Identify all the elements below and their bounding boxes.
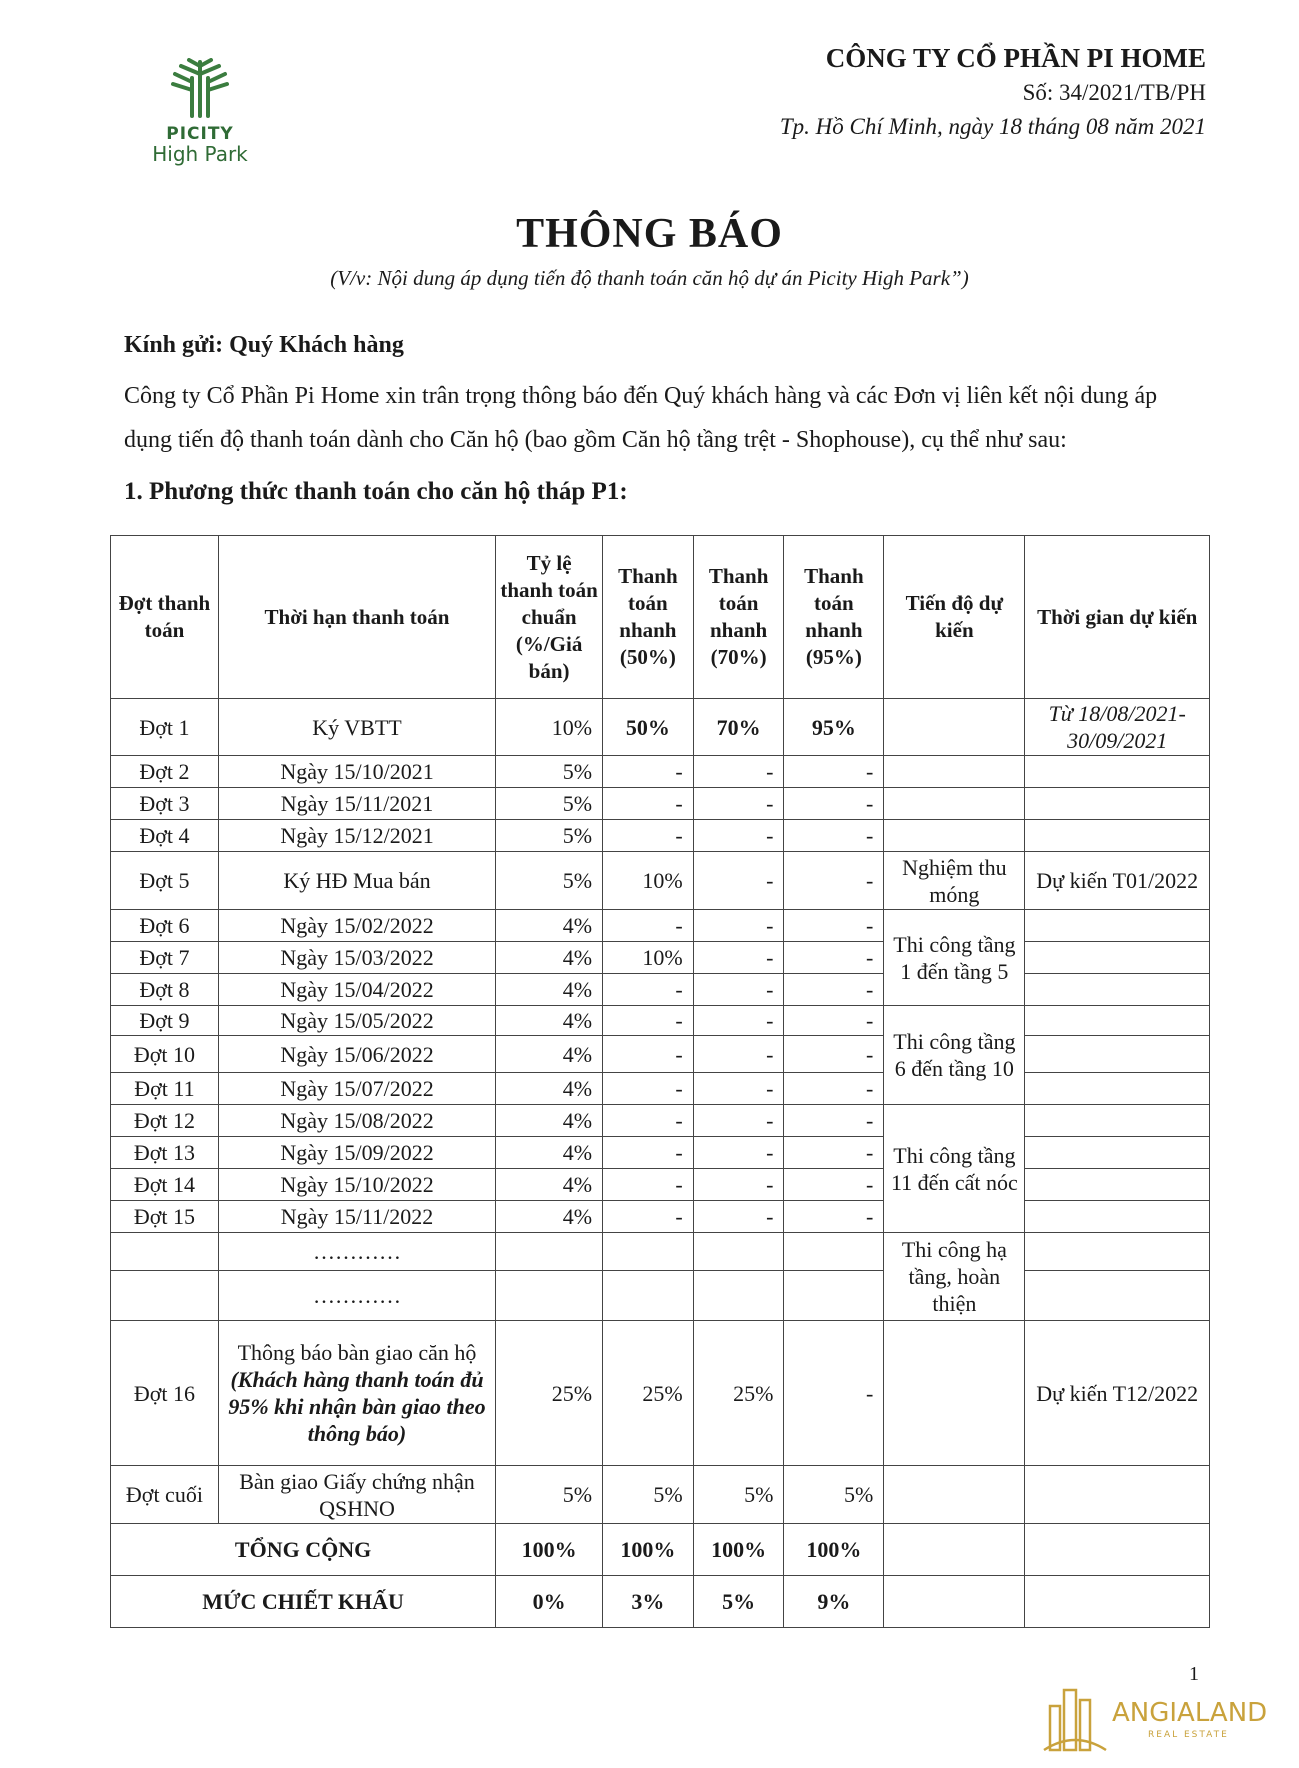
cell-thoigian	[1025, 1271, 1210, 1321]
cell-n95: 5%	[784, 1466, 884, 1524]
table-row	[111, 942, 1210, 974]
document-date: Tp. Hồ Chí Minh, ngày 18 tháng 08 năm 2021	[779, 114, 1206, 139]
cell-n95: -	[784, 1073, 884, 1105]
total-chuan: 100%	[496, 1524, 603, 1576]
cell-n50: -	[603, 1073, 694, 1105]
cell-dot: Đợt 2	[111, 756, 219, 788]
cell-n50: -	[603, 1006, 694, 1036]
cell-n95	[784, 1271, 884, 1321]
cell-tiendo	[884, 1321, 1025, 1466]
cell-thoigian	[1025, 1073, 1210, 1105]
cell-dot: Đợt 11	[111, 1073, 219, 1105]
section-title: 1. Phương thức thanh toán cho căn hộ tháp P1:	[124, 478, 628, 505]
cell-n70: -	[693, 788, 784, 820]
discount-n70: 5%	[693, 1576, 784, 1628]
table-row	[111, 974, 1210, 1006]
watermark-text: ANGIALAND	[1112, 1698, 1268, 1728]
cell-thoigian	[1025, 756, 1210, 788]
cell-n50: 5%	[603, 1466, 694, 1524]
cell-n50	[603, 1271, 694, 1321]
cell-tiendo	[884, 699, 1025, 756]
cell-n50: -	[603, 1169, 694, 1201]
cell-n95: -	[784, 820, 884, 852]
cell-tiendo: Nghiệm thu móng	[884, 852, 1025, 910]
total-label: TỔNG CỘNG	[111, 1524, 496, 1576]
table-row	[111, 1233, 1210, 1271]
cell-n50: -	[603, 820, 694, 852]
cell-thoigian	[1025, 1006, 1210, 1036]
page-subtitle: (V/v: Nội dung áp dụng tiến độ thanh toán căn hộ dự án Picity High Park”)	[330, 266, 969, 290]
cell-n95: -	[784, 852, 884, 910]
cell-dot	[111, 1271, 219, 1321]
cell-thoigian	[1025, 1466, 1210, 1524]
cell-thoigian	[1025, 1233, 1210, 1271]
cell-dot: Đợt 5	[111, 852, 219, 910]
company-name: CÔNG TY CỔ PHẦN PI HOME	[825, 43, 1206, 73]
table-row	[111, 756, 1210, 788]
table-row	[111, 1036, 1210, 1073]
cell-han: Ký HĐ Mua bán	[218, 852, 495, 910]
cell-chuan: 5%	[496, 756, 603, 788]
table-row	[111, 1466, 1210, 1524]
table-row	[111, 1105, 1210, 1137]
cell-han: Ngày 15/10/2022	[218, 1169, 495, 1201]
cell-n70: -	[693, 1169, 784, 1201]
cell-han: Ngày 15/09/2022	[218, 1137, 495, 1169]
cell-thoigian	[1025, 910, 1210, 942]
cell-n70: -	[693, 942, 784, 974]
handover-note: (Khách hàng thanh toán đủ 95% khi nhận bàn giao theo thông báo)	[228, 1367, 486, 1446]
cell-n50: 50%	[603, 699, 694, 756]
table-row	[111, 1137, 1210, 1169]
total-thoigian	[1025, 1524, 1210, 1576]
cell-chuan: 4%	[496, 1169, 603, 1201]
cell-tiendo: Thi công tầng 11 đến cất nóc	[884, 1105, 1025, 1233]
table-row	[111, 852, 1210, 910]
cell-n70	[693, 1233, 784, 1271]
document-number: Số: 34/2021/TB/PH	[1022, 80, 1206, 105]
cell-dot: Đợt 10	[111, 1036, 219, 1073]
cell-thoigian	[1025, 788, 1210, 820]
cell-chuan: 4%	[496, 1137, 603, 1169]
cell-dot: Đợt 9	[111, 1006, 219, 1036]
cell-thoigian: Dự kiến T12/2022	[1025, 1321, 1210, 1466]
cell-dot: Đợt 14	[111, 1169, 219, 1201]
cell-n70: -	[693, 910, 784, 942]
cell-chuan	[496, 1271, 603, 1321]
cell-n95: -	[784, 910, 884, 942]
cell-tiendo	[884, 756, 1025, 788]
cell-chuan: 5%	[496, 1466, 603, 1524]
cell-n95: -	[784, 1137, 884, 1169]
discount-n50: 3%	[603, 1576, 694, 1628]
total-n50: 100%	[603, 1524, 694, 1576]
payment-schedule-table	[110, 535, 1210, 1628]
total-row	[111, 1524, 1210, 1576]
document-header	[780, 40, 1206, 144]
table-row	[111, 1201, 1210, 1233]
cell-dot	[111, 1233, 219, 1271]
cell-dot: Đợt 1	[111, 699, 219, 756]
cell-chuan: 4%	[496, 1036, 603, 1073]
discount-row	[111, 1576, 1210, 1628]
table-row	[111, 699, 1210, 756]
page-title: THÔNG BÁO	[516, 211, 783, 257]
table-header-row	[111, 536, 1210, 699]
cell-n95: -	[784, 974, 884, 1006]
cell-han: Ngày 15/08/2022	[218, 1105, 495, 1137]
cell-n70: 5%	[693, 1466, 784, 1524]
discount-n95: 9%	[784, 1576, 884, 1628]
cell-dot: Đợt cuối	[111, 1466, 219, 1524]
cell-n50: -	[603, 910, 694, 942]
cell-han: …………	[218, 1271, 495, 1321]
cell-chuan: 4%	[496, 1073, 603, 1105]
cell-dot: Đợt 6	[111, 910, 219, 942]
cell-thoigian: Dự kiến T01/2022	[1025, 852, 1210, 910]
table-row	[111, 1006, 1210, 1036]
cell-han: …………	[218, 1233, 495, 1271]
cell-n50: -	[603, 1201, 694, 1233]
table-row	[111, 1073, 1210, 1105]
cell-chuan: 5%	[496, 852, 603, 910]
cell-thoigian	[1025, 820, 1210, 852]
discount-tiendo	[884, 1576, 1025, 1628]
cell-n50: -	[603, 1137, 694, 1169]
cell-n70: -	[693, 1201, 784, 1233]
cell-n70: -	[693, 1073, 784, 1105]
table-row	[111, 788, 1210, 820]
cell-n50: -	[603, 1036, 694, 1073]
cell-n95: -	[784, 1006, 884, 1036]
cell-tiendo: Thi công hạ tầng, hoàn thiện	[884, 1233, 1025, 1321]
cell-chuan: 5%	[496, 820, 603, 852]
cell-chuan: 25%	[496, 1321, 603, 1466]
brand-line2: High Park	[152, 142, 248, 166]
cell-n70: 25%	[693, 1321, 784, 1466]
cell-thoigian: Từ 18/08/2021-30/09/2021	[1025, 699, 1210, 756]
discount-label: MỨC CHIẾT KHẤU	[111, 1576, 496, 1628]
cell-han: Ngày 15/05/2022	[218, 1006, 495, 1036]
cell-han: Ngày 15/06/2022	[218, 1036, 495, 1073]
picity-logo	[125, 58, 275, 164]
cell-han: Ngày 15/03/2022	[218, 942, 495, 974]
cell-han: Ngày 15/11/2021	[218, 788, 495, 820]
cell-chuan: 4%	[496, 942, 603, 974]
header-nhanh50: Thanh toán nhanh (50%)	[603, 536, 694, 699]
cell-thoigian	[1025, 942, 1210, 974]
cell-han: Ngày 15/12/2021	[218, 820, 495, 852]
cell-n70: -	[693, 1105, 784, 1137]
cell-thoigian	[1025, 1201, 1210, 1233]
handover-text: Thông báo bàn giao căn hộ	[237, 1340, 477, 1365]
cell-n50: -	[603, 788, 694, 820]
cell-chuan: 4%	[496, 1105, 603, 1137]
cell-n95: -	[784, 1036, 884, 1073]
cell-n70: 70%	[693, 699, 784, 756]
header-tiendo: Tiến độ dự kiến	[884, 536, 1025, 699]
cell-n95: 95%	[784, 699, 884, 756]
cell-n95: -	[784, 942, 884, 974]
cell-tiendo: Thi công tầng 1 đến tầng 5	[884, 910, 1025, 1006]
cell-n50: 10%	[603, 942, 694, 974]
cell-han: Ngày 15/11/2022	[218, 1201, 495, 1233]
header-thoigian: Thời gian dự kiến	[1025, 536, 1210, 699]
cell-thoigian	[1025, 974, 1210, 1006]
greeting: Kính gửi: Quý Khách hàng	[124, 332, 404, 358]
cell-n70: -	[693, 1036, 784, 1073]
header-nhanh70: Thanh toán nhanh (70%)	[693, 536, 784, 699]
cell-n70: -	[693, 1006, 784, 1036]
total-tiendo	[884, 1524, 1025, 1576]
discount-thoigian	[1025, 1576, 1210, 1628]
picity-tree-icon	[167, 58, 233, 120]
cell-chuan: 5%	[496, 788, 603, 820]
total-n95: 100%	[784, 1524, 884, 1576]
cell-tiendo	[884, 788, 1025, 820]
table-row	[111, 1321, 1210, 1466]
cell-n95: -	[784, 1105, 884, 1137]
brand-line1: PICITY	[166, 124, 234, 144]
cell-chuan: 4%	[496, 1006, 603, 1036]
discount-chuan: 0%	[496, 1576, 603, 1628]
cell-chuan: 10%	[496, 699, 603, 756]
cell-tiendo	[884, 1466, 1025, 1524]
header-chuan: Tỷ lệ thanh toán chuẩn (%/Giá bán)	[496, 536, 603, 699]
cell-thoigian	[1025, 1169, 1210, 1201]
cell-chuan: 4%	[496, 974, 603, 1006]
cell-han: Ngày 15/10/2021	[218, 756, 495, 788]
cell-han: Ký VBTT	[218, 699, 495, 756]
cell-dot: Đợt 8	[111, 974, 219, 1006]
cell-n95: -	[784, 1321, 884, 1466]
cell-n50: 10%	[603, 852, 694, 910]
header-nhanh95: Thanh toán nhanh (95%)	[784, 536, 884, 699]
cell-han: Ngày 15/07/2022	[218, 1073, 495, 1105]
cell-n50: -	[603, 756, 694, 788]
cell-han: Ngày 15/04/2022	[218, 974, 495, 1006]
cell-n70	[693, 1271, 784, 1321]
table-row	[111, 820, 1210, 852]
watermark-sub: REAL ESTATE	[1148, 1730, 1229, 1740]
cell-n70: -	[693, 1137, 784, 1169]
body-paragraph: Công ty Cổ Phần Pi Home xin trân trọng thông báo đến Quý khách hàng và các Đơn vị liên kết nội dung áp dụng tiến độ thanh toán dành cho Căn hộ (bao gồm Căn hộ tầng trệt - Shophouse), cụ thể như sau:	[124, 383, 1158, 453]
table-row	[111, 910, 1210, 942]
header-thoihan: Thời hạn thanh toán	[218, 536, 495, 699]
cell-dot: Đợt 15	[111, 1201, 219, 1233]
cell-dot: Đợt 4	[111, 820, 219, 852]
angialand-watermark	[1040, 1680, 1280, 1756]
cell-thoigian	[1025, 1137, 1210, 1169]
cell-dot: Đợt 16	[111, 1321, 219, 1466]
cell-n70: -	[693, 820, 784, 852]
cell-n50: -	[603, 1105, 694, 1137]
cell-n95	[784, 1233, 884, 1271]
cell-dot: Đợt 3	[111, 788, 219, 820]
cell-thoigian	[1025, 1105, 1210, 1137]
cell-han	[218, 1321, 495, 1466]
table-row	[111, 1271, 1210, 1321]
cell-chuan: 4%	[496, 1201, 603, 1233]
cell-tiendo	[884, 820, 1025, 852]
cell-dot: Đợt 13	[111, 1137, 219, 1169]
cell-dot: Đợt 7	[111, 942, 219, 974]
cell-n70: -	[693, 756, 784, 788]
cell-n50: -	[603, 974, 694, 1006]
cell-thoigian	[1025, 1036, 1210, 1073]
cell-chuan: 4%	[496, 910, 603, 942]
cell-n70: -	[693, 852, 784, 910]
cell-chuan	[496, 1233, 603, 1271]
cell-han: Bàn giao Giấy chứng nhận QSHNO	[218, 1466, 495, 1524]
cell-n95: -	[784, 756, 884, 788]
header-dot: Đợt thanh toán	[111, 536, 219, 699]
building-logo-icon	[1040, 1680, 1110, 1754]
cell-n95: -	[784, 1201, 884, 1233]
cell-n70: -	[693, 974, 784, 1006]
cell-n50	[603, 1233, 694, 1271]
cell-n50: 25%	[603, 1321, 694, 1466]
table-row	[111, 1169, 1210, 1201]
cell-han: Ngày 15/02/2022	[218, 910, 495, 942]
cell-n95: -	[784, 1169, 884, 1201]
page-number: 1	[1189, 1663, 1199, 1685]
cell-tiendo: Thi công tầng 6 đến tầng 10	[884, 1006, 1025, 1105]
cell-n95: -	[784, 788, 884, 820]
cell-dot: Đợt 12	[111, 1105, 219, 1137]
total-n70: 100%	[693, 1524, 784, 1576]
